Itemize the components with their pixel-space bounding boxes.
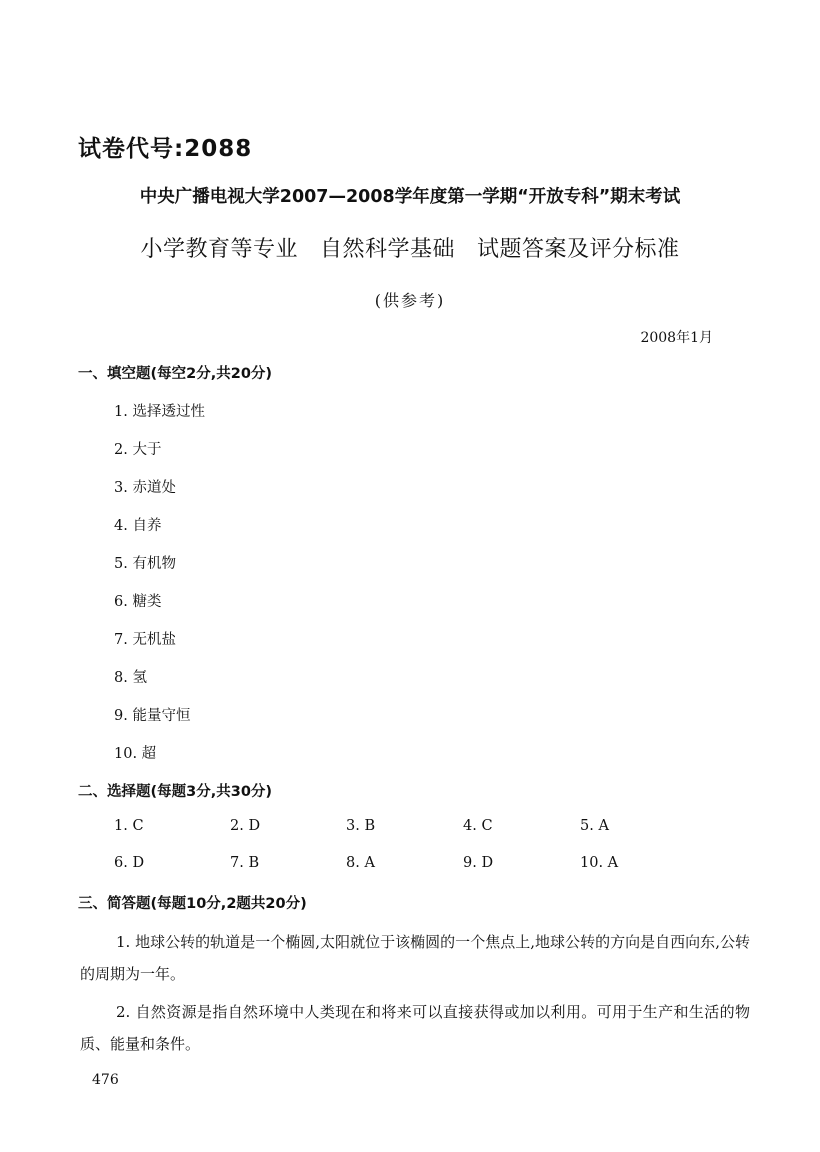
list-item: 3. 赤道处 (114, 480, 176, 496)
list-item: 9. 能量守恒 (114, 708, 191, 724)
choice-answer: 10. A (580, 855, 619, 871)
section-title-choice: 二、选择题(每题3分,共30分) (78, 784, 273, 800)
list-item: 4. 自养 (114, 518, 162, 534)
exam-title: 中央广播电视大学2007—2008学年度第一学期“开放专科”期末考试 (139, 187, 681, 207)
short-answer-paragraph: 1. 地球公转的轨道是一个椭圆,太阳就位于该椭圆的一个焦点上,地球公转的方向是自西向东,公转的周期为一年。 (80, 933, 750, 983)
list-item: 8. 氢 (114, 670, 147, 686)
choice-answer: 4. C (463, 818, 493, 834)
choice-answer: 1. C (114, 818, 144, 834)
choice-answer: 5. A (580, 818, 609, 834)
page-number: 476 (92, 1072, 119, 1088)
document-type: 试题答案及评分标准 (477, 237, 680, 262)
major-name: 小学教育等专业 (140, 237, 298, 262)
list-item: 1. 选择透过性 (114, 404, 205, 420)
choice-answer: 9. D (463, 855, 494, 871)
section-title-fill-in: 一、填空题(每空2分,共20分) (78, 366, 273, 382)
choice-answer: 8. A (346, 855, 375, 871)
choice-answer: 3. B (346, 818, 376, 834)
document-date: 2008年1月 (640, 330, 713, 346)
list-item: 5. 有机物 (114, 556, 176, 572)
choice-answer: 6. D (114, 855, 145, 871)
choice-answer: 2. D (230, 818, 261, 834)
document-title (0, 232, 820, 263)
exam-code: 试卷代号:2088 (78, 136, 253, 162)
short-answer-paragraph: 2. 自然资源是指自然环境中人类现在和将来可以直接获得或加以利用。可用于生产和生活的物质、能量和条件。 (80, 1003, 750, 1053)
list-item: 7. 无机盐 (114, 632, 176, 648)
list-item: 6. 糖类 (114, 594, 162, 610)
subtitle: (供参考) (374, 291, 446, 310)
list-item: 10. 超 (114, 746, 157, 762)
list-item: 2. 大于 (114, 442, 162, 458)
course-name: 自然科学基础 (319, 237, 455, 262)
choice-answer: 7. B (230, 855, 260, 871)
section-title-short-answer: 三、简答题(每题10分,2题共20分) (78, 896, 307, 912)
